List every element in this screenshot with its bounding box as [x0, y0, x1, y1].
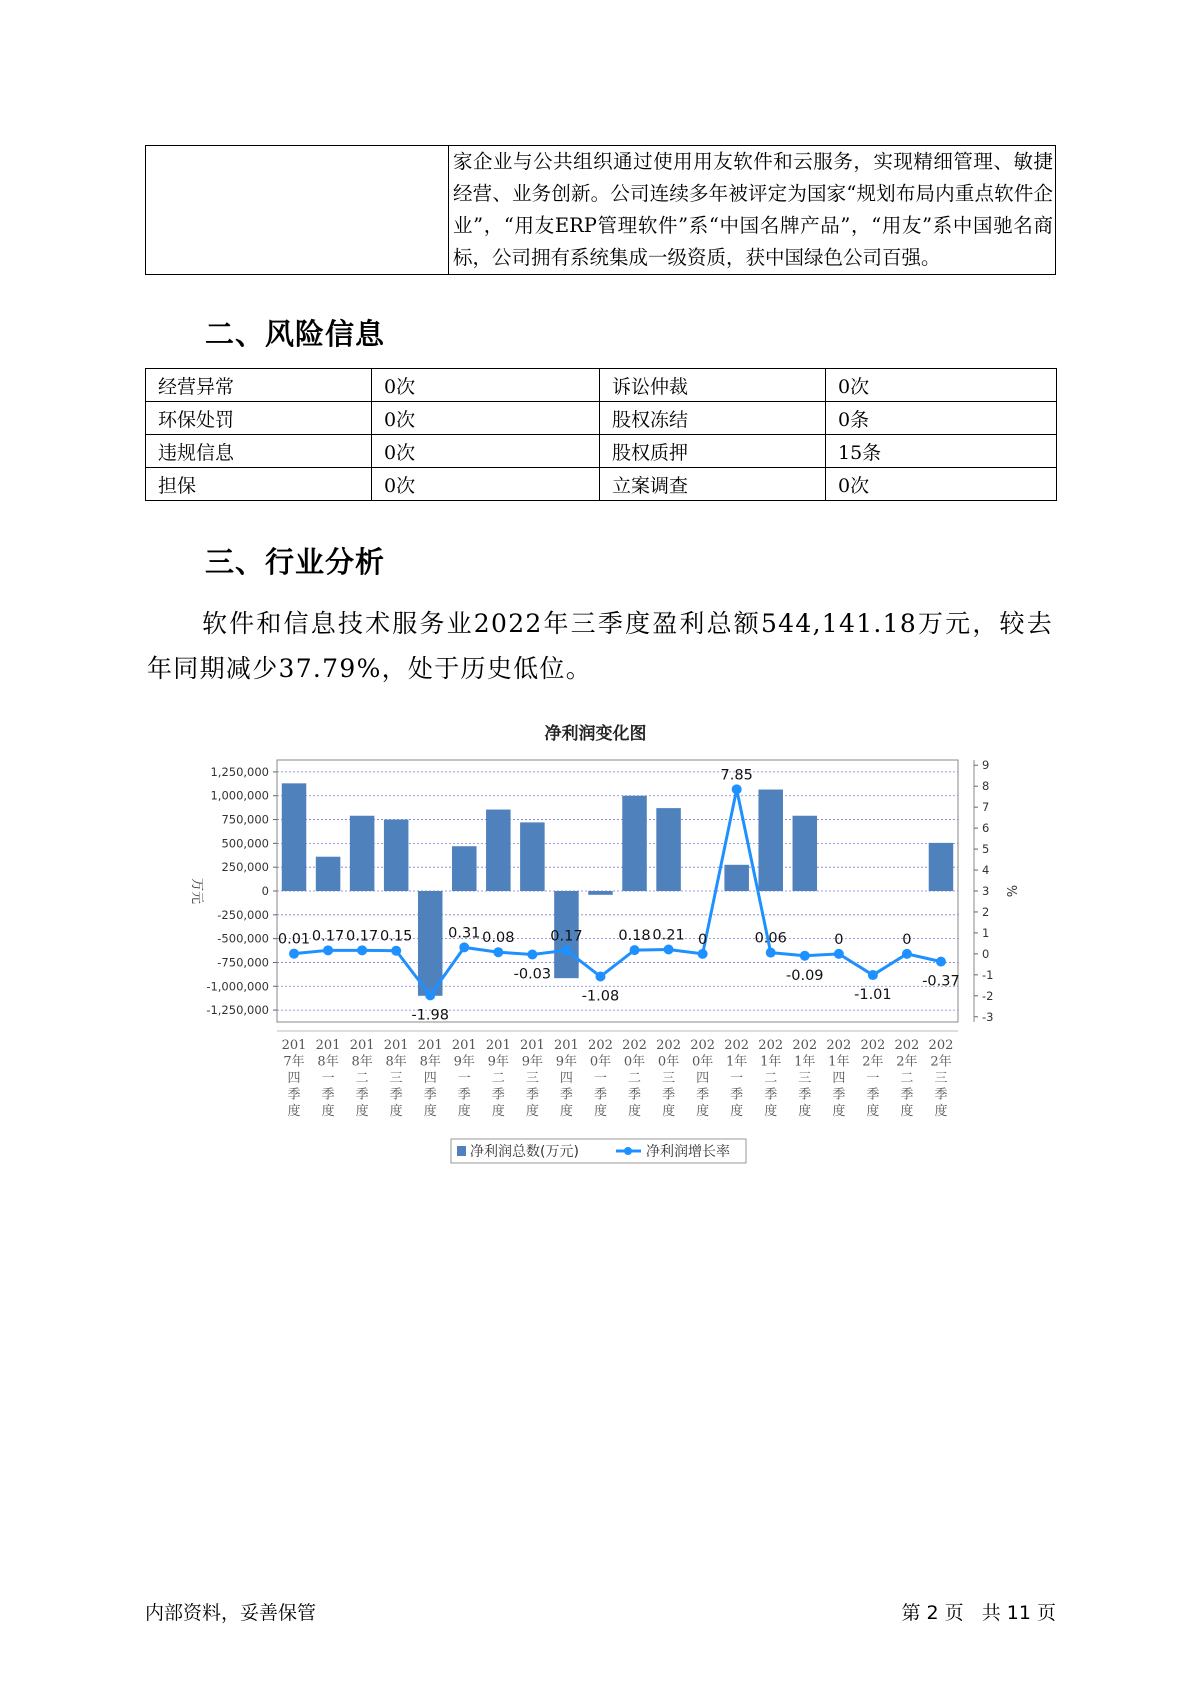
growth-rate-label: -1.08 [581, 988, 620, 1005]
x-tick-label: 201 [485, 1038, 511, 1053]
growth-rate-label: 0.17 [550, 928, 583, 945]
growth-rate-label: 0 [834, 931, 844, 948]
y2-tick-label: 7 [982, 800, 990, 815]
x-tick-label: 四 [423, 1071, 437, 1086]
x-tick-label: 8年 [419, 1054, 441, 1070]
risk-value: 0次 [372, 468, 600, 501]
x-tick-label: 7年 [283, 1054, 305, 1070]
x-tick-label: 201 [315, 1038, 341, 1053]
x-tick-label: 202 [622, 1038, 647, 1053]
bar [282, 783, 307, 891]
y-tick-label: 1,000,000 [210, 788, 269, 803]
x-tick-label: 9年 [521, 1054, 544, 1070]
growth-rate-label: 0.08 [482, 930, 515, 947]
chart-title: 净利润变化图 [544, 724, 647, 744]
growth-rate-point [902, 949, 912, 959]
x-tick-label: 0年 [691, 1054, 714, 1070]
growth-rate-label: -1.01 [854, 987, 892, 1004]
x-tick-label: 一 [593, 1071, 607, 1086]
growth-rate-point [357, 945, 367, 955]
x-tick-label: 季 [559, 1087, 573, 1103]
growth-rate-point [732, 784, 742, 794]
y-tick-label: -750,000 [217, 955, 269, 970]
x-tick-label: 季 [832, 1087, 846, 1103]
x-tick-label: 二 [628, 1071, 642, 1086]
x-tick-label: 二 [355, 1071, 369, 1086]
x-tick-label: 季 [696, 1087, 710, 1103]
growth-rate-label: 0.17 [311, 928, 345, 945]
growth-rate-point [698, 949, 708, 959]
risk-key: 经营异常 [146, 369, 372, 402]
x-tick-label: 季 [287, 1087, 301, 1103]
risk-value: 0条 [826, 402, 1057, 435]
x-tick-label: 201 [451, 1038, 477, 1053]
x-tick-label: 度 [662, 1104, 676, 1119]
legend-bar-label: 净利润总数(万元) [470, 1144, 579, 1160]
x-tick-label: 度 [832, 1104, 846, 1119]
growth-rate-label: 7.85 [720, 767, 753, 784]
x-tick-label: 三 [798, 1071, 812, 1086]
growth-rate-point [289, 949, 299, 959]
risk-value: 0次 [372, 435, 600, 468]
x-tick-label: 四 [559, 1071, 573, 1086]
x-tick-label: 0年 [657, 1054, 680, 1070]
risk-value: 0次 [826, 369, 1057, 402]
x-tick-label: 201 [281, 1038, 307, 1053]
x-tick-label: 2年 [896, 1054, 918, 1070]
y2-tick-label: -2 [982, 988, 994, 1003]
y2-tick-label: 4 [982, 863, 990, 878]
x-tick-label: 度 [934, 1104, 948, 1119]
y-tick-label: 1,250,000 [210, 764, 269, 779]
y-tick-label: 250,000 [221, 860, 269, 875]
x-tick-label: 一 [730, 1071, 744, 1086]
x-tick-label: 202 [758, 1038, 784, 1053]
x-tick-label: 三 [662, 1071, 676, 1086]
y2-tick-label: 9 [982, 758, 990, 773]
growth-rate-point [834, 949, 844, 959]
growth-rate-label: 0.01 [277, 931, 311, 948]
x-tick-label: 度 [900, 1104, 914, 1119]
y-axis-title: 万元 [189, 877, 204, 905]
y2-tick-label: 2 [982, 904, 990, 919]
x-tick-label: 三 [525, 1071, 539, 1086]
growth-rate-point [800, 951, 810, 961]
x-tick-label: 季 [389, 1087, 403, 1103]
x-tick-label: 度 [287, 1104, 301, 1119]
x-tick-label: 季 [934, 1087, 948, 1103]
growth-rate-point [595, 972, 605, 982]
x-tick-label: 二 [491, 1071, 505, 1086]
x-tick-label: 1年 [828, 1054, 850, 1070]
x-tick-label: 202 [656, 1038, 681, 1053]
y-tick-label: -1,000,000 [206, 979, 269, 994]
x-tick-label: 季 [321, 1087, 335, 1103]
x-tick-label: 度 [389, 1104, 403, 1119]
x-tick-label: 202 [894, 1038, 920, 1053]
x-tick-label: 度 [764, 1104, 778, 1119]
x-tick-label: 1年 [760, 1054, 782, 1070]
x-tick-label: 9年 [487, 1054, 509, 1070]
bar [622, 796, 647, 891]
x-tick-label: 二 [764, 1071, 778, 1086]
y2-tick-label: -3 [982, 1009, 994, 1024]
industry-paragraph: 软件和信息技术服务业2022年三季度盈利总额544,141.18万元，较去年同期减少37.79%，处于历史低位。 [147, 609, 1053, 683]
y-tick-label: -500,000 [217, 931, 269, 946]
x-tick-label: 202 [860, 1038, 886, 1053]
x-tick-label: 度 [321, 1104, 335, 1119]
growth-rate-point [664, 944, 674, 954]
bar [793, 816, 818, 891]
growth-rate-point [868, 970, 878, 980]
bar [929, 843, 954, 891]
x-tick-label: 1年 [794, 1054, 816, 1070]
risk-key: 环保处罚 [146, 402, 372, 435]
y-tick-label: 750,000 [221, 812, 269, 827]
growth-rate-label: 0.21 [652, 927, 685, 944]
x-tick-label: 一 [457, 1071, 471, 1086]
bar [418, 891, 443, 996]
footer-confidential: 内部资料，妥善保管 [145, 1602, 317, 1624]
x-tick-label: 度 [798, 1104, 812, 1119]
x-tick-label: 201 [383, 1038, 409, 1053]
x-tick-label: 季 [900, 1087, 914, 1103]
growth-rate-point [527, 950, 537, 960]
x-tick-label: 度 [559, 1104, 573, 1119]
risk-value: 0次 [826, 468, 1057, 501]
x-tick-label: 季 [355, 1087, 369, 1103]
y2-tick-label: 6 [982, 821, 990, 836]
x-tick-label: 季 [764, 1087, 778, 1103]
growth-rate-point [561, 945, 571, 955]
x-tick-label: 202 [724, 1038, 750, 1053]
growth-rate-label: -0.03 [513, 966, 552, 983]
x-tick-label: 202 [690, 1038, 716, 1053]
x-tick-label: 一 [321, 1071, 335, 1086]
risk-key: 股权质押 [600, 435, 826, 468]
x-tick-label: 度 [866, 1104, 880, 1119]
x-tick-label: 度 [423, 1104, 437, 1119]
growth-rate-label: -0.37 [922, 973, 960, 990]
x-tick-label: 0年 [623, 1054, 646, 1070]
x-tick-label: 度 [628, 1104, 642, 1119]
y2-axis-title: % [1003, 884, 1018, 898]
growth-rate-label: 0.06 [754, 930, 787, 947]
x-tick-label: 季 [491, 1087, 505, 1103]
growth-rate-label: 0.31 [448, 925, 481, 942]
bar [384, 820, 409, 891]
y-tick-label: -1,250,000 [206, 1003, 269, 1018]
growth-rate-point [459, 942, 469, 952]
growth-rate-point [630, 945, 640, 955]
growth-rate-point [425, 990, 435, 1000]
x-tick-label: 季 [457, 1087, 471, 1103]
y-tick-label: 0 [261, 884, 269, 898]
x-tick-label: 度 [491, 1104, 505, 1119]
y-tick-label: -250,000 [217, 907, 269, 922]
bar [316, 857, 341, 891]
growth-rate-point [766, 948, 776, 958]
x-tick-label: 季 [798, 1087, 812, 1103]
y2-tick-label: 5 [982, 842, 990, 857]
legend-line-label: 净利润增长率 [646, 1144, 730, 1160]
x-tick-label: 9年 [453, 1054, 475, 1070]
x-tick-label: 度 [355, 1104, 369, 1119]
risk-value: 15条 [826, 435, 1057, 468]
risk-heading: 二、风险信息 [205, 317, 386, 351]
x-tick-label: 201 [519, 1038, 545, 1053]
x-tick-label: 201 [554, 1038, 579, 1053]
bar [486, 810, 511, 891]
x-tick-label: 季 [525, 1087, 539, 1103]
x-tick-label: 8年 [385, 1054, 407, 1070]
industry-heading: 三、行业分析 [205, 545, 386, 579]
x-tick-label: 季 [730, 1087, 744, 1103]
x-tick-label: 202 [928, 1038, 954, 1053]
growth-rate-label: 0.18 [618, 928, 651, 945]
risk-key: 诉讼仲裁 [600, 369, 826, 402]
x-tick-label: 度 [730, 1104, 744, 1119]
y2-tick-label: 0 [982, 946, 990, 961]
y-tick-label: 500,000 [221, 836, 269, 851]
x-tick-label: 201 [417, 1038, 443, 1053]
risk-key: 立案调查 [600, 468, 826, 501]
growth-rate-point [493, 947, 503, 957]
x-tick-label: 度 [525, 1104, 539, 1119]
y2-tick-label: 3 [982, 884, 990, 898]
bar [452, 846, 477, 891]
x-tick-label: 四 [696, 1071, 710, 1086]
x-tick-label: 季 [662, 1087, 676, 1103]
risk-key: 违规信息 [146, 435, 372, 468]
x-tick-label: 季 [866, 1087, 880, 1103]
bar [350, 816, 375, 891]
x-tick-label: 201 [349, 1038, 375, 1053]
growth-rate-label: -1.98 [411, 1007, 449, 1024]
x-tick-label: 一 [866, 1071, 880, 1086]
x-tick-label: 季 [593, 1087, 607, 1103]
x-tick-label: 季 [628, 1087, 642, 1103]
risk-value: 0次 [372, 402, 600, 435]
y2-tick-label: -1 [982, 967, 994, 982]
growth-rate-label: 0 [698, 931, 708, 948]
x-tick-label: 度 [457, 1104, 471, 1119]
x-tick-label: 202 [826, 1038, 852, 1053]
risk-key: 股权冻结 [600, 402, 826, 435]
risk-value: 0次 [372, 369, 600, 402]
x-tick-label: 9年 [555, 1054, 578, 1070]
growth-rate-label: 0.17 [345, 928, 379, 945]
x-tick-label: 202 [588, 1038, 613, 1053]
x-tick-label: 季 [423, 1087, 437, 1103]
growth-rate-label: 0 [902, 931, 912, 948]
x-tick-label: 8年 [351, 1054, 373, 1070]
x-tick-label: 三 [389, 1071, 403, 1086]
x-tick-label: 2年 [862, 1054, 884, 1070]
growth-rate-point [323, 945, 333, 955]
x-tick-label: 2年 [930, 1054, 952, 1070]
growth-rate-point [936, 957, 946, 967]
x-tick-label: 度 [696, 1104, 710, 1119]
x-tick-label: 四 [832, 1071, 846, 1086]
footer-page-number: 第 2 页 共 11 页 [901, 1602, 1056, 1624]
x-tick-label: 0年 [589, 1054, 612, 1070]
company-intro-text: 家企业与公共组织通过使用用友软件和云服务，实现精细管理、敏捷经营、业务创新。公司连续多年被评定为国家“规划布局内重点软件企业”，“用友ERP管理软件”系“中国名牌产品”，“用友”系中国驰名商标，公司拥有系统集成一级资质，获中国绿色公司百强。 [453, 150, 1053, 269]
growth-rate-label: 0.15 [380, 928, 413, 945]
x-tick-label: 度 [593, 1104, 607, 1119]
x-tick-label: 二 [900, 1071, 914, 1086]
x-tick-label: 202 [792, 1038, 818, 1053]
x-tick-label: 8年 [317, 1054, 339, 1070]
legend-line-marker [624, 1147, 632, 1155]
bar [520, 822, 545, 891]
bar [588, 891, 613, 895]
x-tick-label: 三 [934, 1071, 948, 1086]
bar [656, 808, 681, 891]
x-tick-label: 四 [287, 1071, 301, 1086]
legend-bar-swatch [457, 1146, 466, 1156]
bar [724, 865, 749, 891]
x-tick-label: 1年 [726, 1054, 748, 1070]
y2-tick-label: 8 [982, 779, 990, 794]
bar [758, 790, 783, 891]
y2-tick-label: 1 [982, 925, 990, 940]
risk-key: 担保 [146, 468, 372, 501]
growth-rate-point [391, 946, 401, 956]
growth-rate-label: -0.09 [786, 967, 824, 984]
